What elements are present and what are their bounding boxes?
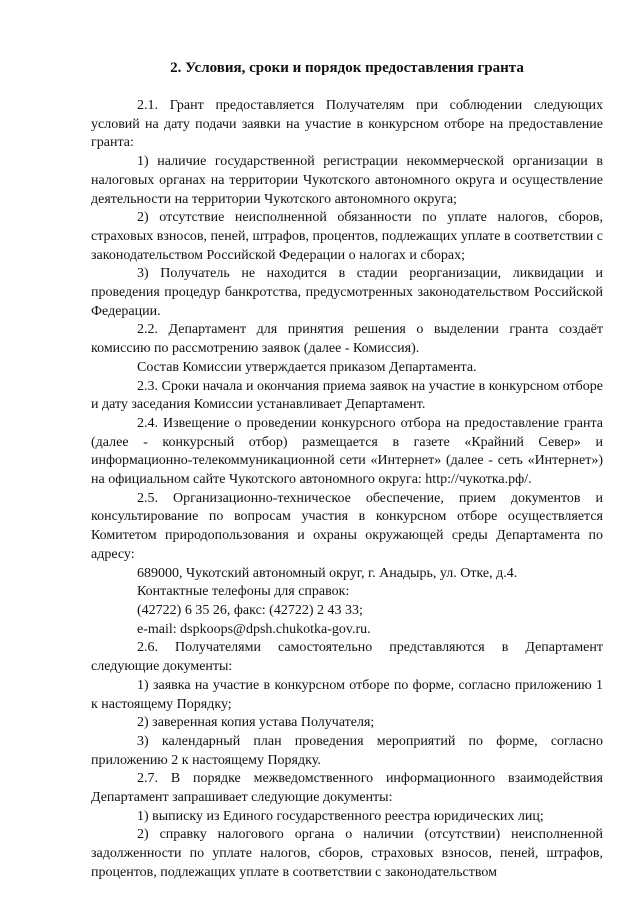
address-line: 689000, Чукотский автономный округ, г. Анадырь, ул. Отке, д.4. — [137, 565, 518, 581]
email-line: e-mail: dspkoops@dpsh.chukotka-gov.ru. — [137, 621, 371, 637]
paragraph-2-3: 2.3. Сроки начала и окончания приема заявок на участие в конкурсном отборе и дату заседания Комиссии устанавливает Департамент. — [91, 378, 603, 413]
paragraph-2-4: 2.4. Извещение о проведении конкурсного отбора на предоставление гранта (далее - конкурсный отбор) размещается в газете «Крайний Север» и информационно-телекоммуникационной сети «Интернет» (далее - сеть «Интернет») на официальном сайте Чукотского автономного округа: http://чукотка.рф/. — [91, 415, 603, 488]
list-item-2-6-2: 2) заверенная копия устава Получателя; — [137, 715, 375, 731]
list-item-2-1-2: 2) отсутствие неисполненной обязанности по уплате налогов, сборов, страховых взносов, пеней, штрафов, процентов, подлежащих уплате в соответствии с законодательством Российской Федерации о налогах и сборах; — [91, 210, 603, 263]
list-item-2-1-1: 1) наличие государственной регистрации некоммерческой организации в налоговых органах на территории Чукотского автономного округа и осуществление деятельности на территории Чукотского автономного округа; — [91, 154, 603, 207]
paragraph-2-7: 2.7. В порядке межведомственного информационного взаимодействия Департамент запрашивает следующие документы: — [91, 771, 603, 806]
paragraph-2-1: 2.1. Грант предоставляется Получателям при соблюдении следующих условий на дату подачи заявки на участие в конкурсном отборе на предоставление гранта: — [91, 98, 603, 151]
list-item-2-7-2: 2) справку налогового органа о наличии (отсутствии) неисполненной задолженности по уплате налогов, сборов, страховых взносов, пеней, штрафов, процентов, подлежащих уплате в соответствии с законодательством — [91, 827, 603, 880]
list-item-2-7-1: 1) выписку из Единого государственного реестра юридических лиц; — [137, 808, 544, 824]
list-item-2-1-3: 3) Получатель не находится в стадии реорганизации, ликвидации и проведения процедур банкротства, предусмотренных законодательством Российской Федерации. — [91, 266, 603, 319]
paragraph-2-5: 2.5. Организационно-техническое обеспечение, прием документов и консультирование по вопросам участия в конкурсном отборе осуществляется Комитетом природопользования и охраны окружающей среды Департамента по адресу: — [91, 490, 603, 562]
paragraph-2-2: 2.2. Департамент для принятия решения о выделении гранта создаёт комиссию по рассмотрению заявок (далее - Комиссия). — [91, 322, 603, 357]
list-item-2-6-3: 3) календарный план проведения мероприятий по форме, согласно приложению 2 к настоящему Порядку. — [91, 733, 603, 768]
contacts-label: Контактные телефоны для справок: — [137, 584, 350, 600]
phone-line: (42722) 6 35 26, факс: (42722) 2 43 33; — [137, 602, 363, 618]
paragraph-2-6: 2.6. Получателями самостоятельно представляются в Департамент следующие документы: — [91, 640, 603, 675]
section-heading: 2. Условия, сроки и порядок предоставления гранта — [170, 60, 524, 76]
paragraph-commission: Состав Комиссии утверждается приказом Департамента. — [137, 359, 477, 375]
list-item-2-6-1: 1) заявка на участие в конкурсном отборе по форме, согласно приложению 1 к настоящему Порядку; — [91, 677, 603, 712]
document-page — [91, 58, 603, 883]
